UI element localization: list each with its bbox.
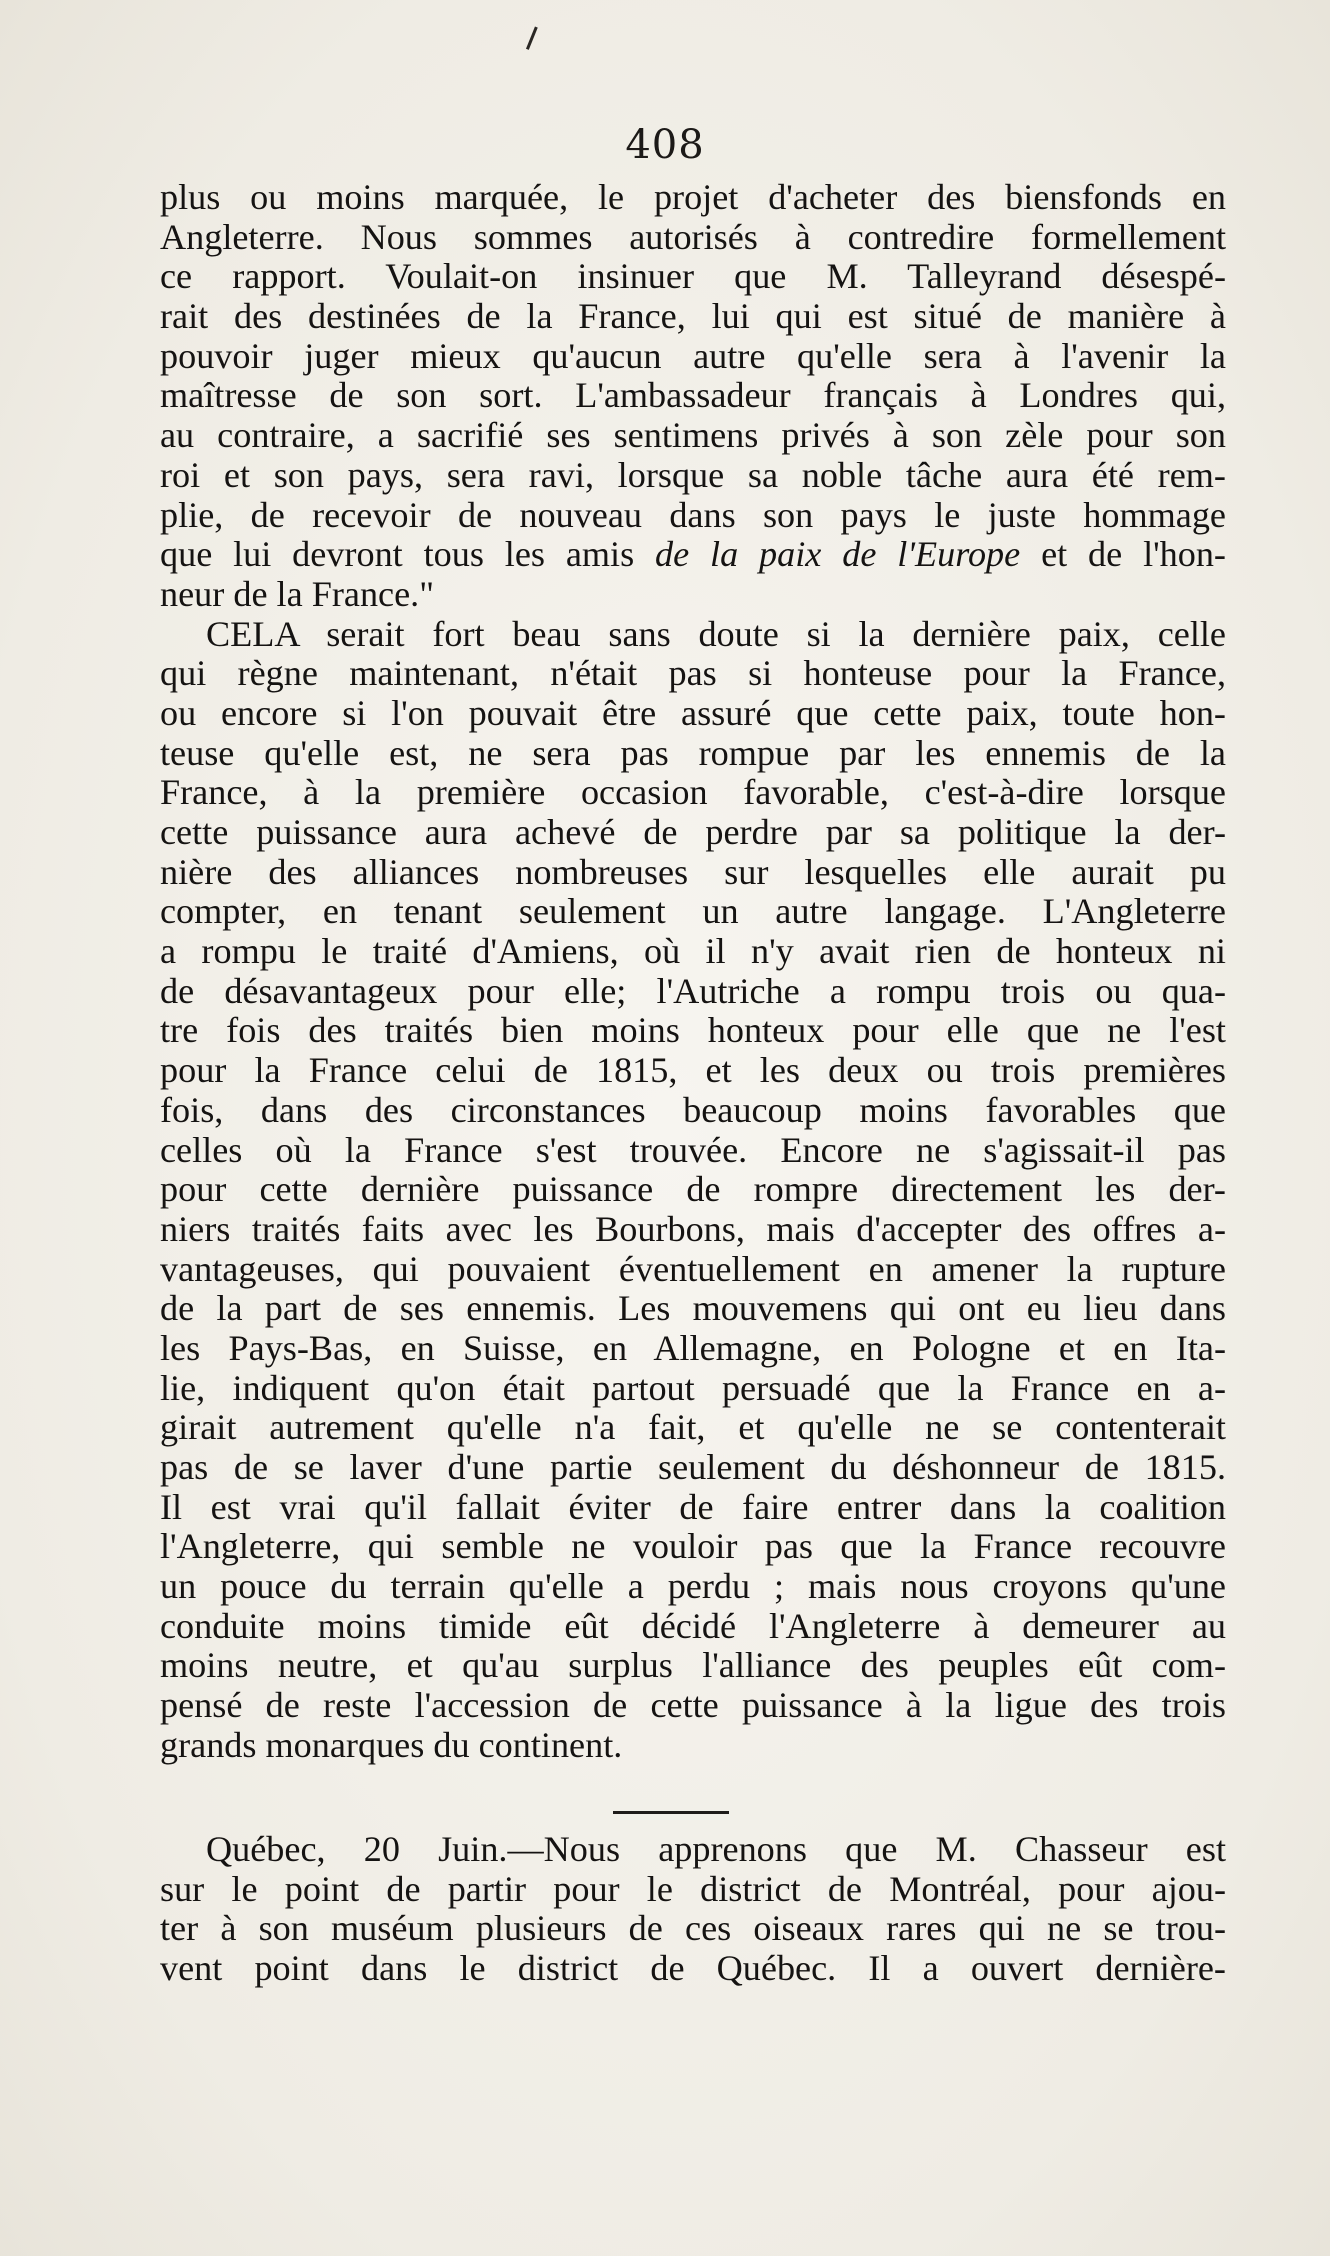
text-line: celles où la France s'est trouvée. Encore ne s'agissait-il pas bbox=[160, 1130, 1226, 1170]
text-line: un pouce du terrain qu'elle a perdu ; mais nous croyons qu'une bbox=[160, 1567, 1226, 1607]
text-line: ter à son muséum plusieurs de ces oiseaux rares qui ne se trou- bbox=[160, 1909, 1226, 1949]
text-line: pouvoir juger mieux qu'aucun autre qu'elle sera à l'avenir la bbox=[160, 336, 1226, 376]
text-line: lie, indiquent qu'on était partout persuadé que la France en a- bbox=[160, 1368, 1226, 1408]
text-line: neur de la France." bbox=[160, 574, 434, 614]
text-line: Il est vrai qu'il fallait éviter de faire entrer dans la coalition bbox=[160, 1487, 1226, 1527]
text-line: ce rapport. Voulait-on insinuer que M. Talleyrand désespé- bbox=[160, 257, 1226, 297]
text-line: France, à la première occasion favorable, c'est-à-dire lorsque bbox=[160, 773, 1226, 813]
text-line: pas de se laver d'une partie seulement du déshonneur de 1815. bbox=[160, 1448, 1226, 1487]
text-line: fois, dans des circonstances beaucoup moins favorables que bbox=[160, 1090, 1226, 1130]
section-separator bbox=[613, 1811, 729, 1814]
text-line: moins neutre, et qu'au surplus l'alliance des peuples eût com- bbox=[160, 1646, 1226, 1686]
text-line: pensé de reste l'accession de cette puissance à la ligue des trois bbox=[160, 1686, 1226, 1726]
text-line: les Pays-Bas, en Suisse, en Allemagne, en Pologne et en Ita- bbox=[160, 1328, 1226, 1368]
text-line: Angleterre. Nous sommes autorisés à contredire formellement bbox=[160, 217, 1226, 257]
text-line: de la part de ses ennemis. Les mouvemens qui ont eu lieu dans bbox=[160, 1289, 1226, 1329]
text-line: teuse qu'elle est, ne sera pas rompue par les ennemis de la bbox=[160, 733, 1226, 773]
italic-phrase: de la paix de l'Europe bbox=[655, 535, 1021, 575]
text-line: tre fois des traités bien moins honteux pour elle que ne l'est bbox=[160, 1011, 1226, 1051]
text-line: girait autrement qu'elle n'a fait, et qu'elle ne se contenterait bbox=[160, 1408, 1226, 1448]
text-line: maîtresse de son sort. L'ambassadeur français à Londres qui, bbox=[160, 376, 1226, 416]
text-line: pour cette dernière puissance de rompre directement les der- bbox=[160, 1170, 1226, 1210]
text-line: sur le point de partir pour le district de Montréal, pour ajou- bbox=[160, 1869, 1226, 1909]
text-line: qui règne maintenant, n'était pas si honteuse pour la France, bbox=[160, 654, 1226, 694]
text-line: vent point dans le district de Québec. Il a ouvert dernière- bbox=[160, 1949, 1226, 1989]
text-line: pour la France celui de 1815, et les deux ou trois premières bbox=[160, 1051, 1226, 1091]
text-line: compter, en tenant seulement un autre langage. L'Angleterre bbox=[160, 892, 1226, 932]
text-line: cette puissance aura achevé de perdre par sa politique la der- bbox=[160, 813, 1226, 852]
page-number: 408 bbox=[625, 122, 705, 168]
ink-mark bbox=[526, 26, 547, 53]
text-line: niers traités faits avec les Bourbons, mais d'accepter des offres a- bbox=[160, 1209, 1226, 1249]
text-line: au contraire, a sacrifié ses sentimens privés à son zèle pour son bbox=[160, 416, 1226, 456]
text-line: grands monarques du continent. bbox=[160, 1725, 623, 1765]
text-line: que lui devront tous les amis de la paix de l'Europe et de l'hon- bbox=[160, 535, 1226, 575]
text-line: nière des alliances nombreuses sur lesquelles elle aurait pu bbox=[160, 852, 1226, 892]
text-line: CELA serait fort beau sans doute si la dernière paix, celle bbox=[206, 614, 1226, 654]
text-line: de désavantageux pour elle; l'Autriche a rompu trois ou qua- bbox=[160, 971, 1226, 1011]
text-line: roi et son pays, sera ravi, lorsque sa noble tâche aura été rem- bbox=[160, 455, 1226, 495]
text-line: conduite moins timide eût décidé l'Angleterre à demeurer au bbox=[160, 1606, 1226, 1646]
article-body bbox=[160, 178, 1226, 1766]
news-item-quebec bbox=[160, 1830, 1226, 1989]
text-line: ou encore si l'on pouvait être assuré que cette paix, toute hon- bbox=[160, 693, 1226, 733]
text-line: a rompu le traité d'Amiens, où il n'y avait rien de honteux ni bbox=[160, 932, 1226, 972]
text-line: vantageuses, qui pouvaient éventuellement en amener la rupture bbox=[160, 1249, 1226, 1289]
text-line: Québec, 20 Juin.—Nous apprenons que M. Chasseur est bbox=[206, 1830, 1226, 1869]
text-line: rait des destinées de la France, lui qui est situé de manière à bbox=[160, 297, 1226, 337]
text-line: l'Angleterre, qui semble ne vouloir pas que la France recouvre bbox=[160, 1527, 1226, 1567]
text-line: plie, de recevoir de nouveau dans son pays le juste hommage bbox=[160, 495, 1226, 535]
text-line: plus ou moins marquée, le projet d'acheter des biensfonds en bbox=[160, 178, 1226, 217]
